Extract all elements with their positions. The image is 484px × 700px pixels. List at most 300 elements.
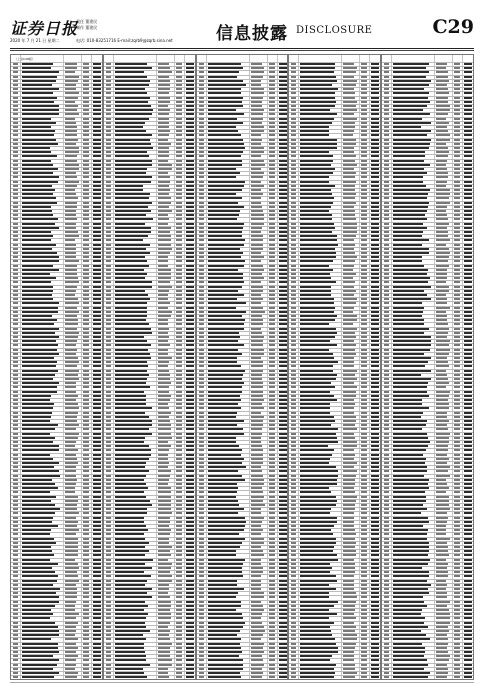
table-cell bbox=[199, 458, 204, 460]
table-cell bbox=[251, 248, 263, 250]
table-cell bbox=[251, 286, 263, 288]
table-cell bbox=[300, 643, 336, 645]
table-cell bbox=[115, 302, 148, 304]
table-cell bbox=[93, 172, 101, 174]
table-cell bbox=[208, 197, 242, 199]
table-cell bbox=[384, 160, 389, 162]
table-cell bbox=[436, 189, 450, 191]
table-cell bbox=[93, 361, 101, 363]
table-cell bbox=[115, 92, 147, 94]
table-cell bbox=[371, 370, 379, 372]
table-cell bbox=[251, 143, 262, 145]
table-cell bbox=[361, 147, 367, 149]
table-cell bbox=[454, 160, 460, 162]
table-cell bbox=[251, 479, 264, 481]
table-cell bbox=[158, 517, 170, 519]
table-cell bbox=[393, 613, 421, 615]
table-cell bbox=[454, 315, 460, 317]
table-cell bbox=[291, 323, 296, 325]
table-cell bbox=[93, 449, 101, 451]
table-cell bbox=[251, 374, 263, 376]
table-cell bbox=[208, 227, 243, 229]
table-cell bbox=[106, 580, 111, 582]
table-cell bbox=[186, 378, 194, 380]
table-cell bbox=[454, 512, 460, 514]
table-cell bbox=[251, 483, 264, 485]
table-cell bbox=[361, 487, 367, 489]
table-cell bbox=[343, 504, 354, 506]
table-cell bbox=[176, 239, 182, 241]
table-cell bbox=[65, 256, 76, 258]
table-cell bbox=[291, 525, 296, 527]
table-cell bbox=[393, 542, 429, 544]
table-cell bbox=[106, 449, 111, 451]
table-cell bbox=[186, 298, 194, 300]
table-cell bbox=[83, 668, 89, 670]
table-cell bbox=[343, 575, 354, 577]
table-cell bbox=[361, 500, 367, 502]
table-cell bbox=[158, 458, 168, 460]
table-cell bbox=[65, 265, 77, 267]
table-cell bbox=[176, 462, 182, 464]
table-cell bbox=[361, 311, 367, 313]
table-cell bbox=[300, 214, 332, 216]
table-cell bbox=[208, 554, 237, 556]
table-cell bbox=[454, 626, 460, 628]
table-cell bbox=[269, 454, 275, 456]
table-cell bbox=[361, 466, 367, 468]
table-cell bbox=[65, 487, 75, 489]
table-cell bbox=[454, 672, 460, 674]
table-cell bbox=[371, 176, 379, 178]
table-cell bbox=[464, 340, 472, 342]
table-cell bbox=[199, 349, 204, 351]
table-cell bbox=[83, 109, 89, 111]
table-cell bbox=[176, 500, 182, 502]
table-cell bbox=[251, 596, 264, 598]
table-cell bbox=[464, 176, 472, 178]
table-cell bbox=[176, 403, 182, 405]
table-cell bbox=[454, 269, 460, 271]
table-cell bbox=[22, 328, 59, 330]
table-cell bbox=[300, 651, 338, 653]
table-cell bbox=[300, 286, 331, 288]
table-cell bbox=[83, 487, 89, 489]
table-cell bbox=[454, 109, 460, 111]
table-cell bbox=[83, 601, 89, 603]
table-cell bbox=[176, 575, 182, 577]
table-cell bbox=[251, 126, 264, 128]
table-cell bbox=[115, 63, 147, 65]
table-cell bbox=[22, 340, 56, 342]
table-cell bbox=[361, 475, 367, 477]
table-cell bbox=[186, 571, 194, 573]
table-cell bbox=[371, 332, 379, 334]
table-cell bbox=[436, 475, 449, 477]
table-cell bbox=[279, 638, 287, 640]
table-cell bbox=[393, 197, 427, 199]
table-cell bbox=[65, 67, 77, 69]
table-cell bbox=[361, 617, 367, 619]
table-cell bbox=[176, 601, 182, 603]
table-cell bbox=[361, 185, 367, 187]
table-cell bbox=[13, 340, 18, 342]
table-cell bbox=[393, 575, 428, 577]
table-cell bbox=[436, 412, 447, 414]
table-cell bbox=[22, 559, 50, 561]
table-cell bbox=[115, 105, 151, 107]
table-cell bbox=[393, 378, 430, 380]
table-cell bbox=[186, 349, 194, 351]
table-cell bbox=[13, 269, 18, 271]
table-cell bbox=[371, 433, 379, 435]
table-cell bbox=[115, 143, 151, 145]
table-cell bbox=[464, 147, 472, 149]
table-cell bbox=[13, 567, 18, 569]
table-cell bbox=[464, 403, 472, 405]
table-cell bbox=[176, 181, 182, 183]
table-cell bbox=[371, 420, 379, 422]
table-cell bbox=[361, 483, 367, 485]
table-cell bbox=[208, 357, 238, 359]
table-cell bbox=[13, 483, 18, 485]
table-cell bbox=[93, 105, 101, 107]
table-cell bbox=[186, 676, 194, 678]
table-cell bbox=[384, 391, 389, 393]
table-cell bbox=[186, 462, 194, 464]
table-cell bbox=[269, 319, 275, 321]
table-cell bbox=[269, 571, 275, 573]
table-cell bbox=[83, 655, 89, 657]
table-cell bbox=[269, 634, 275, 636]
table-cell bbox=[300, 391, 329, 393]
table-cell bbox=[279, 529, 287, 531]
table-cell bbox=[393, 206, 427, 208]
table-cell bbox=[343, 92, 354, 94]
table-cell bbox=[291, 122, 296, 124]
table-cell bbox=[371, 294, 379, 296]
table-cell bbox=[464, 332, 472, 334]
table-cell bbox=[291, 521, 296, 523]
table-cell bbox=[199, 449, 204, 451]
table-cell bbox=[436, 550, 448, 552]
table-cell bbox=[158, 353, 168, 355]
table-cell bbox=[393, 122, 431, 124]
table-cell bbox=[269, 529, 275, 531]
table-cell bbox=[158, 559, 168, 561]
table-cell bbox=[393, 651, 425, 653]
table-cell bbox=[208, 466, 246, 468]
table-cell bbox=[279, 462, 287, 464]
table-cell bbox=[93, 113, 101, 115]
table-cell bbox=[343, 470, 356, 472]
table-cell bbox=[371, 605, 379, 607]
table-cell bbox=[115, 609, 144, 611]
table-cell bbox=[251, 122, 263, 124]
table-cell bbox=[115, 290, 146, 292]
table-cell bbox=[251, 399, 265, 401]
table-cell bbox=[361, 214, 367, 216]
table-cell bbox=[65, 361, 79, 363]
table-cell bbox=[115, 122, 145, 124]
table-cell bbox=[106, 349, 111, 351]
table-cell bbox=[65, 546, 78, 548]
table-cell bbox=[176, 101, 182, 103]
table-cell bbox=[371, 88, 379, 90]
table-cell bbox=[93, 126, 101, 128]
table-cell bbox=[300, 126, 328, 128]
table-cell bbox=[393, 323, 424, 325]
table-cell bbox=[251, 113, 264, 115]
table-cell bbox=[83, 395, 89, 397]
table-cell bbox=[106, 676, 111, 678]
table-cell bbox=[93, 601, 101, 603]
table-cell bbox=[269, 584, 275, 586]
table-cell bbox=[393, 529, 428, 531]
table-cell bbox=[208, 559, 246, 561]
table-cell bbox=[384, 458, 389, 460]
table-cell bbox=[93, 328, 101, 330]
table-cell bbox=[13, 634, 18, 636]
table-cell bbox=[279, 496, 287, 498]
table-cell bbox=[22, 428, 55, 430]
table-cell bbox=[13, 130, 18, 132]
table-cell bbox=[83, 546, 89, 548]
table-cell bbox=[93, 504, 101, 506]
table-cell bbox=[251, 181, 261, 183]
table-cell bbox=[13, 622, 18, 624]
table-cell bbox=[384, 571, 389, 573]
table-cell bbox=[251, 470, 262, 472]
table-cell bbox=[13, 76, 18, 78]
table-cell bbox=[464, 155, 472, 157]
table-cell bbox=[343, 508, 355, 510]
table-cell bbox=[343, 143, 355, 145]
table-cell bbox=[436, 193, 450, 195]
table-cell bbox=[269, 470, 275, 472]
table-cell bbox=[384, 269, 389, 271]
table-cell bbox=[251, 622, 262, 624]
table-cell bbox=[371, 113, 379, 115]
table-cell bbox=[158, 315, 172, 317]
table-cell bbox=[22, 281, 51, 283]
table-cell bbox=[464, 302, 472, 304]
table-cell bbox=[199, 302, 204, 304]
table-cell bbox=[65, 164, 79, 166]
table-cell bbox=[93, 315, 101, 317]
table-cell bbox=[93, 185, 101, 187]
table-cell bbox=[208, 84, 246, 86]
table-cell bbox=[251, 214, 264, 216]
table-cell bbox=[384, 622, 389, 624]
table-cell bbox=[371, 353, 379, 355]
table-cell bbox=[115, 386, 150, 388]
table-cell bbox=[83, 336, 89, 338]
table-cell bbox=[158, 277, 171, 279]
page-number: C29 bbox=[432, 16, 474, 38]
table-cell bbox=[454, 328, 460, 330]
table-cell bbox=[269, 168, 275, 170]
table-cell bbox=[291, 638, 296, 640]
table-cell bbox=[106, 647, 111, 649]
table-cell bbox=[279, 151, 287, 153]
table-cell bbox=[93, 319, 101, 321]
table-cell bbox=[176, 672, 182, 674]
table-cell bbox=[454, 155, 460, 157]
table-cell bbox=[436, 269, 447, 271]
table-cell bbox=[115, 328, 152, 330]
table-cell bbox=[199, 164, 204, 166]
table-cell bbox=[300, 223, 333, 225]
table-cell bbox=[13, 84, 18, 86]
table-cell bbox=[65, 563, 78, 565]
table-cell bbox=[65, 630, 76, 632]
table-cell bbox=[176, 328, 182, 330]
table-cell bbox=[464, 256, 472, 258]
table-cell bbox=[291, 290, 296, 292]
table-cell bbox=[343, 454, 355, 456]
table-cell bbox=[393, 622, 424, 624]
table-cell bbox=[22, 382, 59, 384]
table-cell bbox=[93, 529, 101, 531]
table-cell bbox=[464, 542, 472, 544]
table-cell bbox=[279, 601, 287, 603]
table-cell bbox=[464, 265, 472, 267]
table-cell bbox=[13, 416, 18, 418]
table-cell bbox=[176, 214, 182, 216]
table-cell bbox=[279, 525, 287, 527]
table-cell bbox=[384, 294, 389, 296]
table-cell bbox=[93, 210, 101, 212]
table-cell bbox=[361, 76, 367, 78]
table-cell bbox=[13, 172, 18, 174]
table-cell bbox=[361, 470, 367, 472]
table-cell bbox=[361, 609, 367, 611]
table-cell bbox=[65, 189, 75, 191]
table-cell bbox=[186, 281, 194, 283]
table-cell bbox=[115, 634, 143, 636]
table-cell bbox=[291, 428, 296, 430]
table-cell bbox=[454, 76, 460, 78]
table-cell bbox=[115, 256, 145, 258]
table-cell bbox=[343, 622, 354, 624]
table-cell bbox=[454, 189, 460, 191]
table-cell bbox=[454, 420, 460, 422]
table-cell bbox=[361, 664, 367, 666]
table-cell bbox=[300, 239, 337, 241]
table-cell bbox=[436, 357, 447, 359]
table-cell bbox=[371, 378, 379, 380]
table-cell bbox=[186, 504, 194, 506]
table-cell bbox=[371, 500, 379, 502]
table-cell bbox=[279, 265, 287, 267]
table-cell bbox=[343, 475, 356, 477]
table-cell bbox=[199, 542, 204, 544]
table-cell bbox=[371, 92, 379, 94]
table-cell bbox=[83, 433, 89, 435]
table-cell bbox=[269, 97, 275, 99]
table-cell bbox=[93, 605, 101, 607]
table-cell bbox=[22, 63, 53, 65]
table-cell bbox=[436, 202, 450, 204]
table-cell bbox=[393, 630, 421, 632]
table-cell bbox=[464, 563, 472, 565]
table-cell bbox=[158, 71, 172, 73]
table-cell bbox=[115, 403, 146, 405]
table-cell bbox=[279, 378, 287, 380]
table-cell bbox=[454, 92, 460, 94]
table-cell bbox=[115, 67, 152, 69]
table-cell bbox=[291, 500, 296, 502]
table-cell bbox=[291, 672, 296, 674]
table-cell bbox=[208, 109, 237, 111]
table-cell bbox=[158, 298, 169, 300]
table-cell bbox=[158, 399, 170, 401]
table-cell bbox=[13, 118, 18, 120]
table-cell bbox=[371, 580, 379, 582]
table-cell bbox=[436, 433, 450, 435]
table-cell bbox=[83, 281, 89, 283]
table-cell bbox=[22, 655, 53, 657]
table-cell bbox=[208, 437, 237, 439]
table-cell bbox=[279, 235, 287, 237]
table-cell bbox=[176, 588, 182, 590]
table-cell bbox=[176, 546, 182, 548]
table-cell bbox=[115, 441, 145, 443]
table-cell bbox=[371, 349, 379, 351]
table-cell bbox=[115, 294, 148, 296]
table-cell bbox=[176, 88, 182, 90]
table-cell bbox=[251, 353, 265, 355]
table-cell bbox=[279, 298, 287, 300]
table-cell bbox=[291, 105, 296, 107]
table-cell bbox=[393, 580, 427, 582]
table-cell bbox=[269, 269, 275, 271]
table-cell bbox=[83, 466, 89, 468]
table-cell bbox=[300, 634, 331, 636]
table-cell bbox=[279, 672, 287, 674]
table-cell bbox=[186, 147, 194, 149]
table-cell bbox=[291, 277, 296, 279]
table-cell bbox=[384, 567, 389, 569]
table-cell bbox=[279, 458, 287, 460]
table-cell bbox=[361, 491, 367, 493]
table-cell bbox=[251, 328, 261, 330]
table-cell bbox=[343, 458, 354, 460]
table-cell bbox=[186, 575, 194, 577]
table-cell bbox=[464, 533, 472, 535]
table-cell bbox=[279, 420, 287, 422]
table-cell bbox=[186, 160, 194, 162]
table-cell bbox=[384, 462, 389, 464]
table-cell bbox=[65, 466, 76, 468]
table-cell bbox=[115, 424, 152, 426]
table-cell bbox=[106, 143, 111, 145]
table-cell bbox=[65, 571, 77, 573]
table-cell bbox=[158, 332, 168, 334]
table-cell bbox=[251, 130, 265, 132]
table-cell bbox=[454, 428, 460, 430]
table-cell bbox=[454, 470, 460, 472]
table-cell bbox=[13, 512, 18, 514]
table-cell bbox=[83, 470, 89, 472]
table-cell bbox=[384, 575, 389, 577]
table-cell bbox=[115, 172, 146, 174]
table-cell bbox=[361, 592, 367, 594]
table-cell bbox=[251, 525, 262, 527]
table-cell bbox=[291, 676, 296, 678]
table-cell bbox=[22, 378, 53, 380]
